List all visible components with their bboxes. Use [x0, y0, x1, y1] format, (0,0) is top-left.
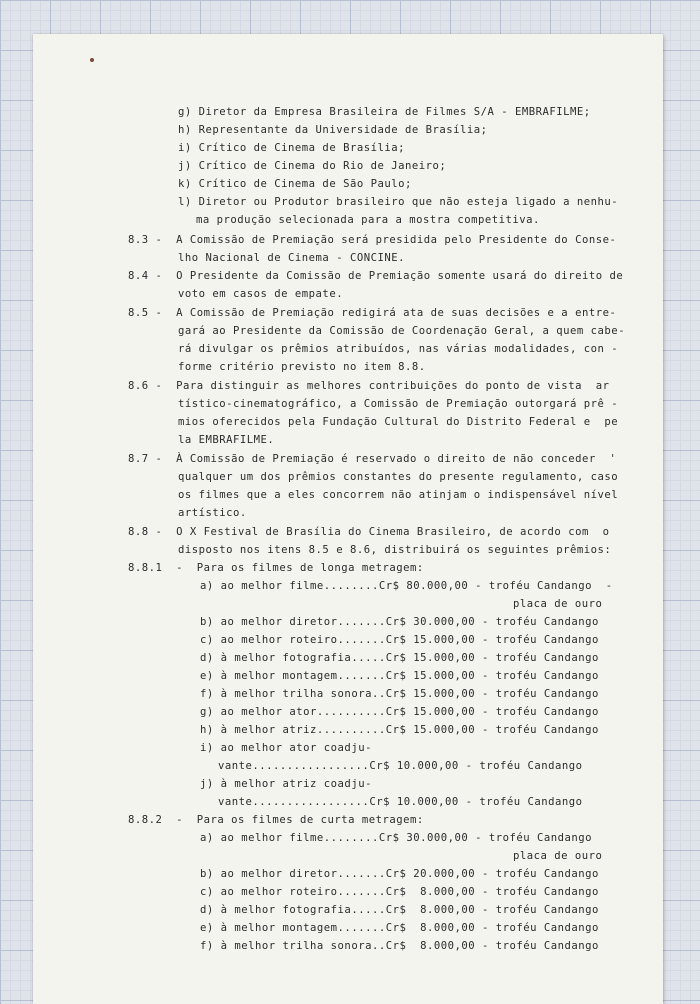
text-line: vante.................Cr$ 10.000,00 - troféu Candango — [218, 796, 583, 808]
text-line: h) à melhor atriz..........Cr$ 15.000,00 - troféu Candango — [200, 724, 599, 736]
text-line: c) ao melhor roteiro.......Cr$ 8.000,00 - troféu Candango — [200, 886, 599, 898]
text-line: c) ao melhor roteiro.......Cr$ 15.000,00 - troféu Candango — [200, 634, 599, 646]
text-line: f) à melhor trilha sonora..Cr$ 8.000,00 - troféu Candango — [200, 940, 599, 952]
ink-spot — [90, 58, 94, 62]
text-line: artístico. — [178, 507, 247, 519]
text-line: qualquer um dos prêmios constantes do presente regulamento, caso — [178, 471, 619, 483]
text-line: g) Diretor da Empresa Brasileira de Filmes S/A - EMBRAFILME; — [178, 106, 591, 118]
text-line: 8.6 - Para distinguir as melhores contribuições do ponto de vista ar — [128, 380, 610, 392]
text-line: d) à melhor fotografia.....Cr$ 8.000,00 - troféu Candango — [200, 904, 599, 916]
text-line: 8.7 - À Comissão de Premiação é reservado o direito de não conceder ' — [128, 453, 617, 465]
text-line: la EMBRAFILME. — [178, 434, 275, 446]
text-line: j) à melhor atriz coadju- — [200, 778, 372, 790]
text-line: b) ao melhor diretor.......Cr$ 20.000,00 - troféu Candango — [200, 868, 599, 880]
text-line: ma produção selecionada para a mostra competitiva. — [196, 214, 540, 226]
text-line: disposto nos itens 8.5 e 8.6, distribuirá os seguintes prêmios: — [178, 544, 612, 556]
text-line: 8.8.2 - Para os filmes de curta metragem: — [128, 814, 424, 826]
text-line: lho Nacional de Cinema - CONCINE. — [178, 252, 405, 264]
text-line: k) Crítico de Cinema de São Paulo; — [178, 178, 412, 190]
text-line: placa de ouro — [513, 850, 603, 862]
text-line: placa de ouro — [513, 598, 603, 610]
text-line: voto em casos de empate. — [178, 288, 344, 300]
text-line: 8.5 - A Comissão de Premiação redigirá ata de suas decisões e a entre- — [128, 307, 617, 319]
text-line: forme critério previsto no item 8.8. — [178, 361, 426, 373]
text-line: b) ao melhor diretor.......Cr$ 30.000,00 - troféu Candango — [200, 616, 599, 628]
text-line: h) Representante da Universidade de Brasília; — [178, 124, 488, 136]
text-line: e) à melhor montagem.......Cr$ 8.000,00 - troféu Candango — [200, 922, 599, 934]
text-line: os filmes que a eles concorrem não atinjam o indispensável nível — [178, 489, 619, 501]
text-line: 8.4 - O Presidente da Comissão de Premiação somente usará do direito de — [128, 270, 624, 282]
text-line: 8.8 - O X Festival de Brasília do Cinema Brasileiro, de acordo com o — [128, 526, 610, 538]
text-line: e) à melhor montagem.......Cr$ 15.000,00 - troféu Candango — [200, 670, 599, 682]
text-line: l) Diretor ou Produtor brasileiro que não esteja ligado a nenhu- — [178, 196, 619, 208]
text-line: i) ao melhor ator coadju- — [200, 742, 372, 754]
text-line: rá divulgar os prêmios atribuídos, nas várias modalidades, con - — [178, 343, 619, 355]
text-line: a) ao melhor filme........Cr$ 30.000,00 - troféu Candango — [200, 832, 593, 844]
text-line: g) ao melhor ator..........Cr$ 15.000,00 - troféu Candango — [200, 706, 599, 718]
text-line: vante.................Cr$ 10.000,00 - troféu Candango — [218, 760, 583, 772]
text-line: 8.8.1 - Para os filmes de longa metragem: — [128, 562, 424, 574]
text-line: tístico-cinematográfico, a Comissão de Premiação outorgará prê - — [178, 398, 619, 410]
text-line: mios oferecidos pela Fundação Cultural do Distrito Federal e pe — [178, 416, 619, 428]
text-line: d) à melhor fotografia.....Cr$ 15.000,00 - troféu Candango — [200, 652, 599, 664]
text-line: a) ao melhor filme........Cr$ 80.000,00 - troféu Candango - — [200, 580, 613, 592]
text-line: gará ao Presidente da Comissão de Coordenação Geral, a quem cabe- — [178, 325, 626, 337]
text-line: i) Crítico de Cinema de Brasília; — [178, 142, 405, 154]
text-line: f) à melhor trilha sonora..Cr$ 15.000,00 - troféu Candango — [200, 688, 599, 700]
text-line: 8.3 - A Comissão de Premiação será presidida pelo Presidente do Conse- — [128, 234, 617, 246]
text-line: j) Crítico de Cinema do Rio de Janeiro; — [178, 160, 447, 172]
